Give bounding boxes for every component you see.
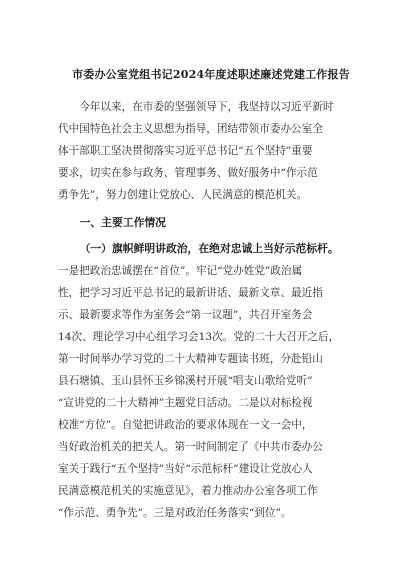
intro-line: 体干部职工坚决贯彻落实习近平总书记“五个坚持”重要 xyxy=(58,145,313,157)
body-line: 县石塘镇、玉山县怀玉乡锦溪村开展“唱支山歌给党听” xyxy=(58,375,313,387)
intro-line: 勇争先”，努力创建让党放心、人民满意的模范机关。 xyxy=(58,189,308,201)
body-line: 民满意模范机关的实施意见》，着力推动办公室各项工作 xyxy=(58,485,318,497)
body-paragraph xyxy=(58,260,364,524)
body-line: “宣讲党的二十大精神”主题党日活动。二是以对标检视 xyxy=(58,397,313,409)
body-line: 14次、理论学习中心组学习会13次。党的二十大召开之后， xyxy=(58,331,340,343)
body-line: 性，把学习习近平总书记的最新讲话、最新文章、最近指 xyxy=(58,287,323,299)
intro-line: 今年以来，在市委的坚强领导下，我坚持以习近平新时 xyxy=(79,101,334,113)
intro-line: 代中国特色社会主义思想为指导，团结带领市委办公室全 xyxy=(58,123,323,135)
intro-paragraph xyxy=(58,96,364,206)
body-line: “作示范、勇争先”。三是对政治任务落实“到位”。 xyxy=(58,507,292,519)
document-title: 市委办公室党组书记2024年度述职述廉述党建工作报告 xyxy=(72,68,350,81)
body-line: 室关于践行“五个坚持”当好“示范标杆”建设让党放心人 xyxy=(58,463,313,475)
body-line: 一是把政治忠诚摆在“首位”。牢记“党办姓党”政治属 xyxy=(58,265,303,277)
body-line: 当好政治机关的把关人。第一时间制定了《中共市委办公 xyxy=(58,441,323,453)
intro-line: 要求，切实在参与政务、管理事务、做好服务中“作示范 xyxy=(58,167,318,179)
body-line: 第一时间举办学习党的二十大精神专题读书班，分赴铅山 xyxy=(58,353,323,365)
subsection-heading: （一）旗帜鲜明讲政治，在绝对忠诚上当好示范标杆。 xyxy=(79,242,339,255)
body-line: 示、最新要求等作为室务会“第一议题”，共召开室务会 xyxy=(58,309,313,321)
body-line: 校准“方位”。自觉把讲政治的要求体现在一文一会中， xyxy=(58,419,313,431)
section-heading: 一、主要工作情况 xyxy=(79,216,166,229)
